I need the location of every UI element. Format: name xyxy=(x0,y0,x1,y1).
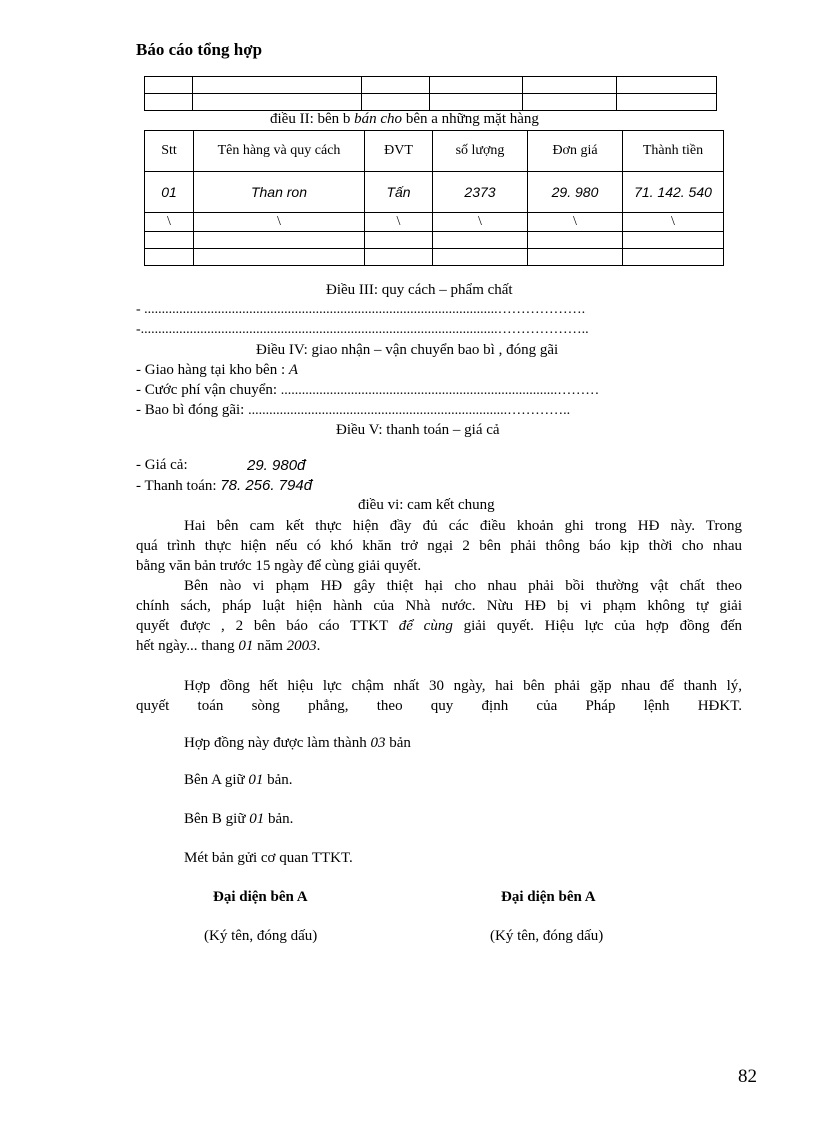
dotted-line: - .....................................................................................................………………. xyxy=(136,302,586,317)
blank-table xyxy=(144,76,717,111)
article-4-heading: Điều IV: giao nhận – vận chuyển bao bì , đóng gãi xyxy=(256,342,559,358)
article-2-heading: điều II: bên b bán cho bên a những mặt hàng xyxy=(270,111,539,127)
packaging-line: - Bao bì đóng gãi: ..........................................................................………….. xyxy=(136,402,571,418)
cell: \ xyxy=(623,213,724,232)
header-name: Tên hàng và quy cách xyxy=(194,131,365,172)
signature-right-note: (Ký tên, đóng dấu) xyxy=(490,928,604,944)
delivery-line: - Giao hàng tại kho bên : A xyxy=(136,362,299,378)
signature-left-title: Đại diện bên A xyxy=(213,889,308,905)
article-3-heading: Điều III: quy cách – phẩm chất xyxy=(326,282,513,298)
table-row xyxy=(145,249,724,266)
signature-right-title: Đại diện bên A xyxy=(501,889,596,905)
page-number: 82 xyxy=(738,1066,757,1087)
side-a-copy-line: Bên A giữ 01 bản. xyxy=(184,772,293,788)
document-title: Báo cáo tổng hợp xyxy=(136,40,263,59)
copies-line: Hợp đồng này được làm thành 03 bản xyxy=(184,735,411,751)
cell: \ xyxy=(194,213,365,232)
table-row xyxy=(145,172,724,213)
table-header-row xyxy=(145,131,724,172)
cell-stt: 01 xyxy=(145,172,194,213)
cell: \ xyxy=(528,213,623,232)
cell-name: Than ron xyxy=(194,172,365,213)
cell: \ xyxy=(433,213,528,232)
signature-left-note: (Ký tên, đóng dấu) xyxy=(204,928,318,944)
header-unit: ĐVT xyxy=(365,131,433,172)
goods-table xyxy=(144,130,724,266)
cell-total: 71. 142. 540 xyxy=(623,172,724,213)
ttkt-copy-line: Mét bản gửi cơ quan TTKT. xyxy=(184,850,353,866)
header-stt: Stt xyxy=(145,131,194,172)
price-line: - Giá cả: xyxy=(136,457,188,473)
cell: \ xyxy=(365,213,433,232)
article-5-heading: Điều V: thanh toán – giá cả xyxy=(336,422,500,438)
paragraph-expiry: Hợp đồng hết hiệu lực chậm nhất 30 ngày, hai bên phải gặp nhau để thanh lý, quyết toán sòng phẳng, theo quy định của Pháp lệnh HĐKT. xyxy=(136,678,742,714)
price-value: 29. 980đ xyxy=(247,457,306,474)
table-row xyxy=(145,77,717,94)
paragraph-violation: Bên nào vi phạm HĐ gây thiệt hại cho nhau phải bồi thường vật chất theo chính sách, pháp luật hiện hành của Nhà nước. Nừu HĐ bị vi phạm không tự giải quyết được , 2 bên báo cáo TTKT để cùng giải quyết. Hiệu lực của hợp đồng đến hết ngày... thang 01 năm 2003. xyxy=(136,578,742,654)
article-6-heading: điều vi: cam kết chung xyxy=(358,497,495,513)
header-total: Thành tiền xyxy=(623,131,724,172)
cell-quantity: 2373 xyxy=(433,172,528,213)
shipping-line: - Cước phí vận chuyển: ...............................................................................……… xyxy=(136,382,600,398)
cell: \ xyxy=(145,213,194,232)
header-quantity: số lượng xyxy=(433,131,528,172)
cell-unit-price: 29. 980 xyxy=(528,172,623,213)
payment-line: - Thanh toán: 78. 256. 794đ xyxy=(136,477,313,494)
paragraph-commitment: Hai bên cam kết thực hiện đầy đủ các điều khoản ghi trong HĐ này. Trong quá trình thực hiện nếu có khó khăn trở ngại 2 bên phải thông báo kịp thời cho nhau bằng văn bản trước 15 ngày để cùng giải quyết. xyxy=(136,518,742,574)
side-b-copy-line: Bên B giữ 01 bản. xyxy=(184,811,294,827)
table-row xyxy=(145,94,717,111)
table-row xyxy=(145,232,724,249)
table-row xyxy=(145,213,724,232)
dotted-line: -......................................................................................................……………….. xyxy=(136,322,589,337)
header-unit-price: Đơn giá xyxy=(528,131,623,172)
cell-unit: Tấn xyxy=(365,172,433,213)
